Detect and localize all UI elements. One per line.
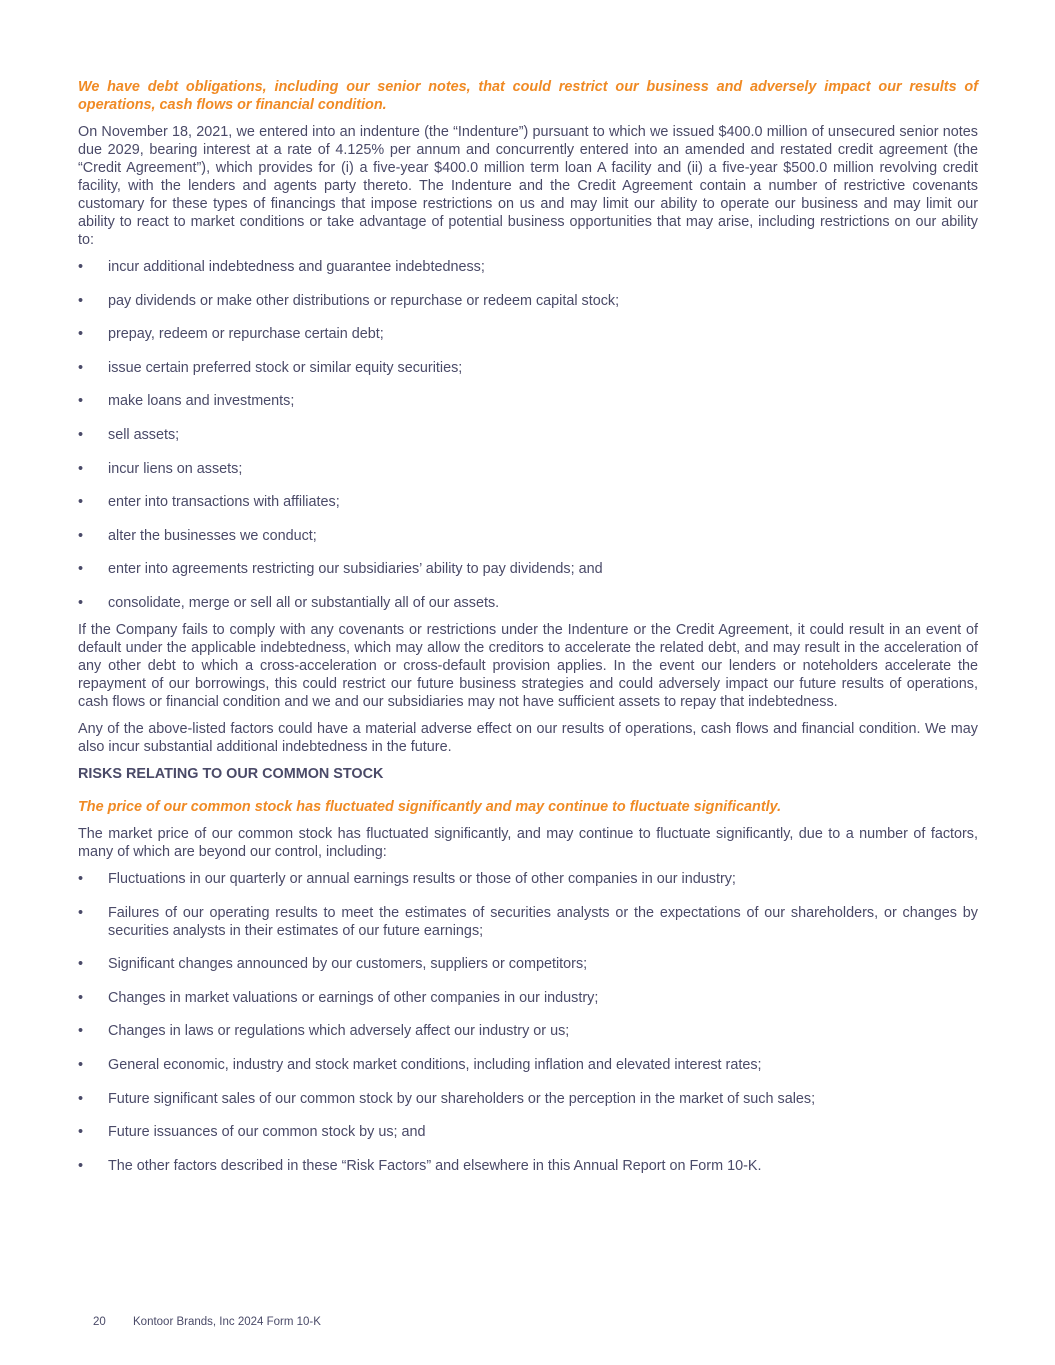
stock-factor-list [78, 870, 978, 1175]
bullet-icon: • [78, 1090, 84, 1107]
bullet-icon: • [78, 426, 84, 443]
bullet-icon: • [78, 460, 84, 477]
bullet-icon: • [78, 1124, 84, 1141]
bullet-icon: • [78, 359, 84, 376]
paragraph-default: If the Company fails to comply with any covenants or restrictions under the Indenture or the Credit Agreement, it could result in an event of default under the applicable indebtedness, which may allow the creditors to accelerate the related debt, and may result in the acceleration of any other debt to which a cross-acceleration or cross-default provision applies. In the event our lenders or noteholders accelerate the repayment of our borrowings, this could restrict our future business strategies and could adversely impact our future results of operations, cash flows or financial condition and we and our subsidiaries may not have sufficient assets to repay that indebtedness. [78, 621, 978, 710]
bullet-icon: • [78, 326, 84, 343]
list-item: • sell assets; [78, 426, 180, 443]
page-number: 20 [93, 1316, 106, 1328]
bullet-icon: • [78, 259, 84, 275]
section-title-common-stock: RISKS RELATING TO OUR COMMON STOCK [78, 765, 384, 782]
paragraph-adverse-effect: Any of the above-listed factors could have a material adverse effect on our results of operations, cash flows and financial condition. We may also incur substantial additional indebtedness in the future. [78, 720, 978, 755]
page-footer [93, 1316, 321, 1328]
list-item: • consolidate, merge or sell all or substantially all of our assets. [78, 594, 500, 611]
list-item: • enter into agreements restricting our subsidiaries’ ability to pay dividends; and [78, 561, 603, 578]
bullet-icon: • [78, 393, 84, 410]
bullet-icon: • [78, 989, 84, 1006]
footer-doc-title: Kontoor Brands, Inc 2024 Form 10-K [133, 1316, 321, 1328]
list-item: • alter the businesses we conduct; [78, 527, 317, 544]
bullet-icon: • [78, 1056, 84, 1073]
risk-heading-debt: We have debt obligations, including our senior notes, that could restrict our business and adversely impact our results of operations, cash flows or financial condition. [78, 79, 978, 113]
list-item: • pay dividends or make other distributions or repurchase or redeem capital stock; [78, 292, 620, 309]
list-item: • incur additional indebtedness and guarantee indebtedness; [78, 259, 485, 275]
bullet-icon: • [78, 956, 84, 973]
risk-heading-stock-price: The price of our common stock has fluctuated significantly and may continue to fluctuate significantly. [78, 798, 782, 815]
list-item: • make loans and investments; [78, 393, 295, 410]
list-item: • enter into transactions with affiliates; [78, 494, 340, 511]
bullet-icon: • [78, 292, 84, 309]
list-item: • Future significant sales of our common stock by our shareholders or the perception in the market of such sales; [78, 1090, 816, 1107]
list-item: • Significant changes announced by our customers, suppliers or competitors; [78, 956, 588, 973]
list-item: • Changes in laws or regulations which adversely affect our industry or us; [78, 1023, 570, 1040]
covenant-list [78, 258, 978, 612]
list-item: • Changes in market valuations or earnings of other companies in our industry; [78, 989, 599, 1006]
list-item: • Future issuances of our common stock by us; and [78, 1124, 426, 1141]
bullet-icon: • [78, 527, 84, 544]
bullet-icon: • [78, 494, 84, 511]
paragraph-market-price: The market price of our common stock has fluctuated significantly, and may continue to fluctuate significantly, due to a number of factors, many of which are beyond our control, including: [78, 825, 978, 860]
list-item: • prepay, redeem or repurchase certain debt; [78, 326, 384, 343]
list-item: • Fluctuations in our quarterly or annual earnings results or those of other companies in our industry; [78, 870, 736, 887]
bullet-icon: • [78, 1157, 84, 1174]
list-item: • The other factors described in these “Risk Factors” and elsewhere in this Annual Report on Form 10-K. [78, 1157, 762, 1174]
list-item: • General economic, industry and stock market conditions, including inflation and elevated interest rates; [78, 1056, 762, 1073]
bullet-icon: • [78, 870, 84, 887]
bullet-icon: • [78, 594, 84, 611]
document-page [78, 78, 978, 1190]
list-item: • issue certain preferred stock or similar equity securities; [78, 359, 463, 376]
paragraph-indenture: On November 18, 2021, we entered into an indenture (the “Indenture”) pursuant to which we issued $400.0 million of unsecured senior notes due 2029, bearing interest at a rate of 4.125% per annum and concurrently entered into an amended and restated credit agreement (the “Credit Agreement”), which provides for (i) a five-year $400.0 million term loan A facility and (ii) a five-year $500.0 million revolving credit facility, with the lenders and agents party thereto. The Indenture and the Credit Agreement contain a number of restrictive covenants customary for these types of financings that impose restrictions on us and may limit our ability to operate our business and may limit our ability to react to market conditions or take advantage of potential business opportunities that may arise, including restrictions on our ability to: [78, 124, 978, 248]
bullet-icon: • [78, 1023, 84, 1040]
list-item: • incur liens on assets; [78, 460, 243, 477]
list-item: • Failures of our operating results to meet the estimates of securities analysts or the expectations of our shareholders, or changes by securities analysts in their estimates of our future earnings; [78, 904, 978, 939]
bullet-icon: • [78, 904, 84, 921]
bullet-icon: • [78, 561, 84, 578]
